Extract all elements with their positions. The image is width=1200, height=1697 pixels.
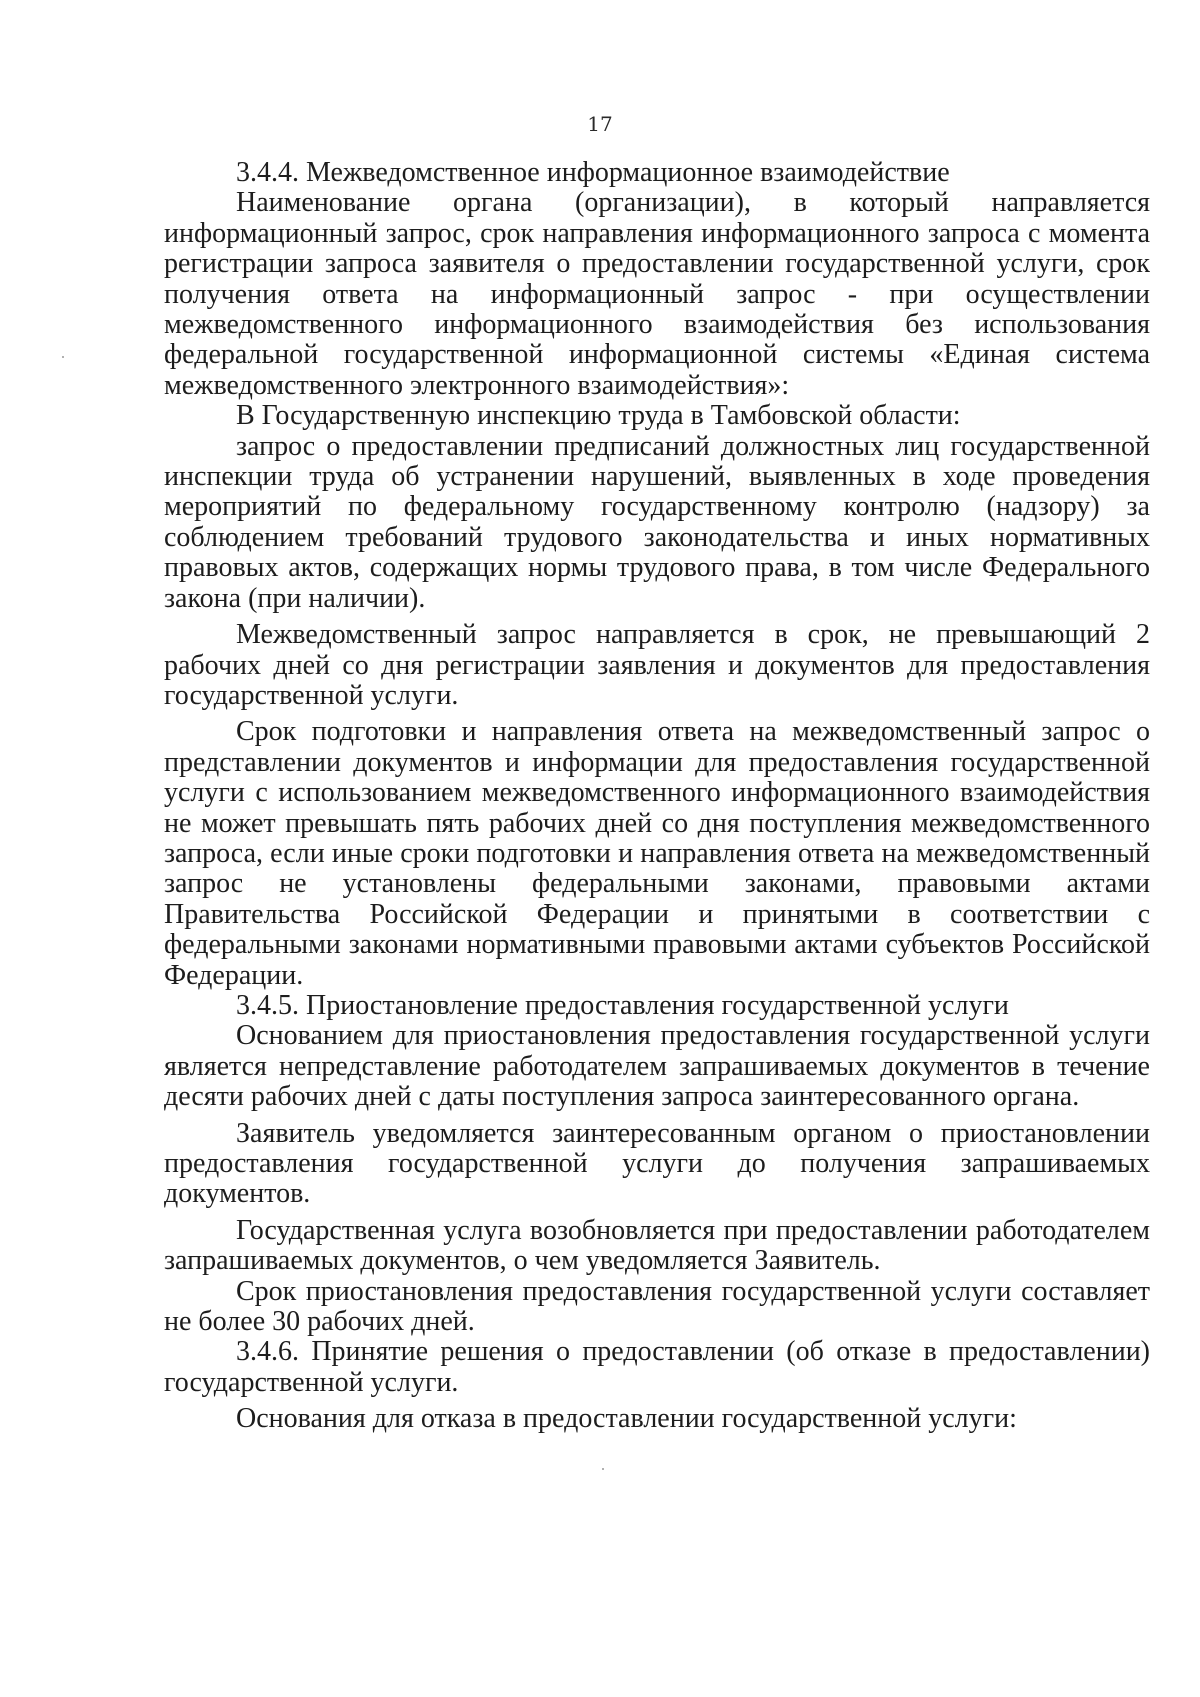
paragraph-interaction-description: Наименование органа (организации), в который направляется информационный запрос, срок направления информационного запроса с момента регистрации запроса заявителя о предоставлении государственной услуги, срок получения ответа на информационный запрос - при осуществлении межведомственного информационного взаимодействия без использования федеральной государственной информационной системы «Единая система межведомственного электронного взаимодействия»: (164, 187, 1150, 401)
page-number: 17 (587, 112, 613, 136)
scan-speck (62, 356, 64, 358)
paragraph-service-resumption: Государственная услуга возобновляется при предоставлении работодателем запрашиваемых документов, о чем уведомляется Заявитель. (164, 1214, 1150, 1277)
scan-speck (602, 1468, 604, 1470)
section-heading-3-4-5: 3.4.5. Приостановление предоставления государственной услуги (236, 989, 1009, 1021)
paragraph-inspection-recipient: В Государственную инспекцию труда в Тамбовской области: (236, 400, 961, 432)
paragraph-applicant-notification: Заявитель уведомляется заинтересованным органом о приостановлении предоставления государственной услуги до получения запрашиваемых документов. (164, 1117, 1150, 1210)
document-body (164, 158, 1150, 1435)
paragraph-response-deadline: Срок подготовки и направления ответа на межведомственный запрос о представлении документов и информации для предоставления государственной услуги с использованием межведомственного информационного взаимодействия не может превышать пять рабочих дней со дня поступления межведомственного запроса, если иные сроки подготовки и направления ответа на межведомственный запрос не установлены федеральными законами, правовыми актами Правительства Российской Федерации и принятыми в соответствии с федеральными законами нормативными правовыми актами субъектов Российской Федерации. (164, 716, 1150, 991)
paragraph-suspension-term: Срок приостановления предоставления государственной услуги составляет не более 30 рабочих дней. (164, 1275, 1150, 1338)
section-heading-3-4-4: 3.4.4. Межведомственное информационное взаимодействие (236, 157, 950, 188)
paragraph-suspension-grounds: Основанием для приостановления предоставления государственной услуги является непредставление работодателем запрашиваемых документов в течение десяти рабочих дней с даты поступления запроса заинтересованного органа. (164, 1020, 1150, 1113)
paragraph-request-deadline: Межведомственный запрос направляется в срок, не превышающий 2 рабочих дней со дня регистрации заявления и документов для предоставления государственной услуги. (164, 619, 1150, 711)
paragraph-request-contents: запрос о предоставлении предписаний должностных лиц государственной инспекции труда об устранении нарушений, выявленных в ходе проведения мероприятий по федеральному государственному контролю (надзору) за соблюдением требований трудового законодательства и иных нормативных правовых актов, содержащих нормы трудового права, в том числе Федерального закона (при наличии). (164, 430, 1150, 614)
paragraph-refusal-grounds: Основания для отказа в предоставлении государственной услуги: (236, 1403, 1017, 1435)
section-heading-3-4-6: 3.4.6. Принятие решения о предоставлении (об отказе в предоставлении) государственной услуги. (164, 1336, 1150, 1398)
